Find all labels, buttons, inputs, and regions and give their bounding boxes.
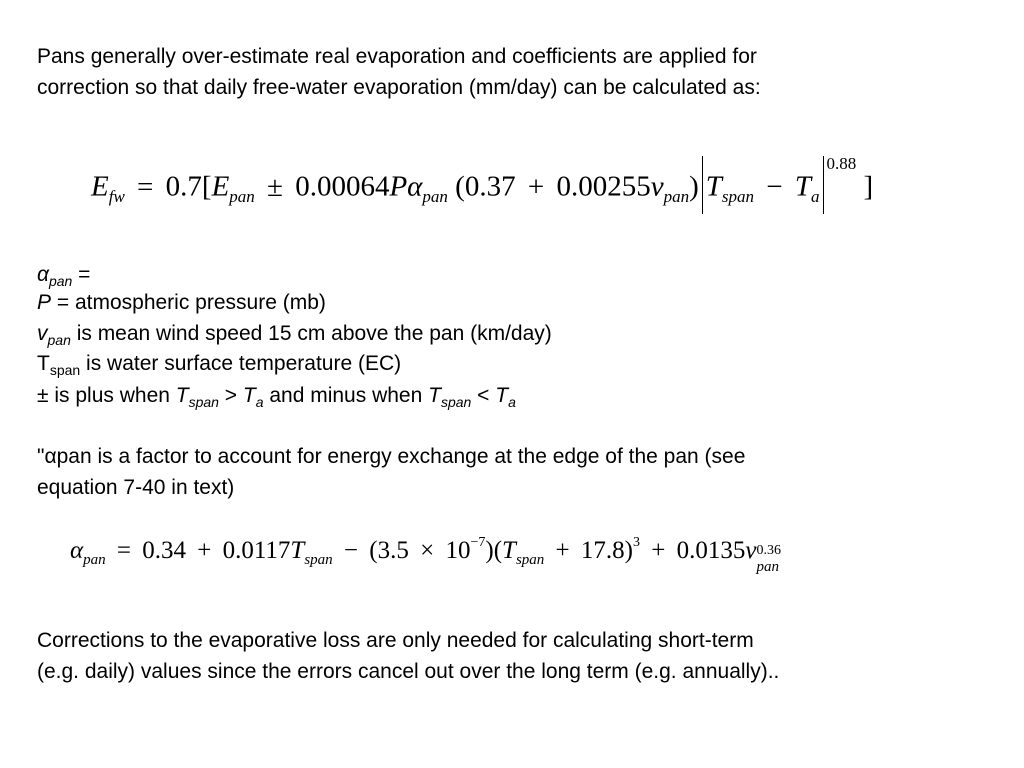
def-pm-T2: T — [242, 384, 256, 407]
eq1-v: v — [650, 170, 664, 203]
eq1-exponent: 0.88 — [826, 153, 857, 173]
def-pm-symbol: ± — [37, 384, 49, 407]
eq2-minus: − — [343, 537, 359, 564]
def-pm-T1: T — [175, 384, 189, 407]
eq2-c4: )( — [485, 537, 503, 564]
note-line-2: equation 7-40 in text) — [37, 476, 235, 499]
eq2-plus2: + — [555, 537, 570, 564]
def-P-rest: = atmospheric pressure (mb) — [51, 291, 326, 314]
eq1-minus: − — [766, 170, 783, 203]
eq1-plus: + — [527, 170, 545, 203]
def-alpha-sub: pan — [48, 273, 73, 289]
alpha-pan-equation — [70, 535, 784, 575]
def-T-sub: span — [49, 362, 81, 378]
eq1-E-sub: fw — [108, 186, 125, 206]
def-pm-T3-sub: span — [440, 394, 472, 410]
eq1-close: ] — [863, 170, 874, 203]
def-P-symbol: P — [37, 291, 52, 314]
eq2-equals: = — [116, 537, 131, 564]
eq1-plus-minus: ± — [267, 170, 283, 203]
def-v-symbol: v — [37, 322, 48, 345]
eq2-times: × — [420, 537, 435, 564]
conclusion-line-1: Corrections to the evaporative loss are only needed for calculating short-term — [37, 629, 754, 652]
eq2-c5: 17.8) — [580, 537, 633, 564]
eq1-Epan: E — [211, 170, 230, 203]
eq2-c1: 0.34 — [142, 537, 186, 564]
eq2-v: v — [745, 537, 757, 564]
def-pm-text2: and minus when — [263, 384, 429, 407]
eq1-c1: 0.00064 — [295, 170, 390, 203]
eq2-T2: T — [502, 537, 516, 564]
def-alpha — [37, 259, 90, 290]
eq1-coef: 0.7[ — [165, 170, 212, 203]
eq2-T1: T — [290, 537, 305, 564]
eq2-alpha: α — [70, 537, 84, 564]
eq2-c2: 0.0117 — [222, 537, 291, 564]
eq1-alpha: α — [407, 170, 423, 203]
eq1-v-sub: pan — [663, 186, 690, 206]
def-T-rest: is water surface temperature (EC) — [80, 352, 402, 375]
eq2-T2-sub: span — [515, 552, 545, 568]
eq2-alpha-sub: pan — [83, 552, 106, 568]
eq1-c2: 0.00255 — [556, 170, 651, 203]
eq1-abs-bar-right — [823, 156, 824, 214]
eq1-T2-sub: a — [811, 186, 820, 206]
def-v-sub: pan — [47, 332, 71, 348]
eq2-c3: (3.5 — [369, 537, 409, 564]
eq1-P: P — [389, 170, 408, 203]
eq1-Epan-sub: pan — [229, 186, 255, 206]
def-pm-T2-sub: a — [255, 394, 264, 410]
eq2-plus1: + — [197, 537, 212, 564]
def-pm-T4: T — [495, 384, 509, 407]
eq2-ten: 10 — [445, 537, 471, 564]
free-water-evaporation-equation — [91, 153, 874, 218]
def-pm-lt: < — [471, 384, 496, 407]
intro-line-2: correction so that daily free-water evaporation (mm/day) can be calculated as: — [37, 76, 761, 99]
def-wind-speed — [37, 318, 552, 349]
eq2-cube: 3 — [632, 535, 640, 550]
note-line-1: "αpan is a factor to account for energy exchange at the edge of the pan (see — [37, 445, 746, 468]
eq1-alpha-sub: pan — [422, 186, 448, 206]
eq2-v-exp: 0.36 — [756, 543, 781, 558]
def-alpha-rest: = — [72, 263, 91, 286]
eq2-c6: 0.0135 — [676, 537, 746, 564]
eq1-E: E — [91, 170, 109, 203]
def-pressure — [37, 287, 326, 318]
eq1-equals: = — [137, 170, 154, 203]
def-pm-gt: > — [218, 384, 243, 407]
def-surface-temp — [37, 348, 401, 379]
eq1-T2: T — [794, 170, 811, 203]
def-alpha-symbol: α — [37, 263, 49, 286]
conclusion-line-2: (e.g. daily) values since the errors cancel out over the long term (e.g. annually).. — [37, 660, 780, 683]
def-plus-minus — [37, 380, 516, 411]
def-T-symbol: T — [37, 352, 50, 375]
eq2-plus3: + — [651, 537, 666, 564]
eq1-T1-sub: span — [721, 186, 754, 206]
eq2-T1-sub: span — [304, 552, 333, 568]
eq1-T1: T — [705, 170, 722, 203]
def-v-rest: is mean wind speed 15 cm above the pan (km/day) — [70, 322, 552, 345]
eq1-abs-bar-left — [702, 156, 703, 214]
def-pm-T4-sub: a — [508, 394, 516, 410]
def-pm-T3: T — [428, 384, 441, 407]
def-pm-T1-sub: span — [188, 394, 219, 410]
eq2-ten-exp: −7 — [470, 535, 486, 550]
eq1-paren-open: (0.37 — [455, 170, 516, 203]
def-pm-text1: is plus when — [48, 384, 176, 407]
intro-line-1: Pans generally over-estimate real evaporation and coefficients are applied for — [37, 45, 757, 68]
eq2-v-sub: pan — [756, 559, 779, 575]
eq1-paren-close: ) — [689, 170, 699, 203]
